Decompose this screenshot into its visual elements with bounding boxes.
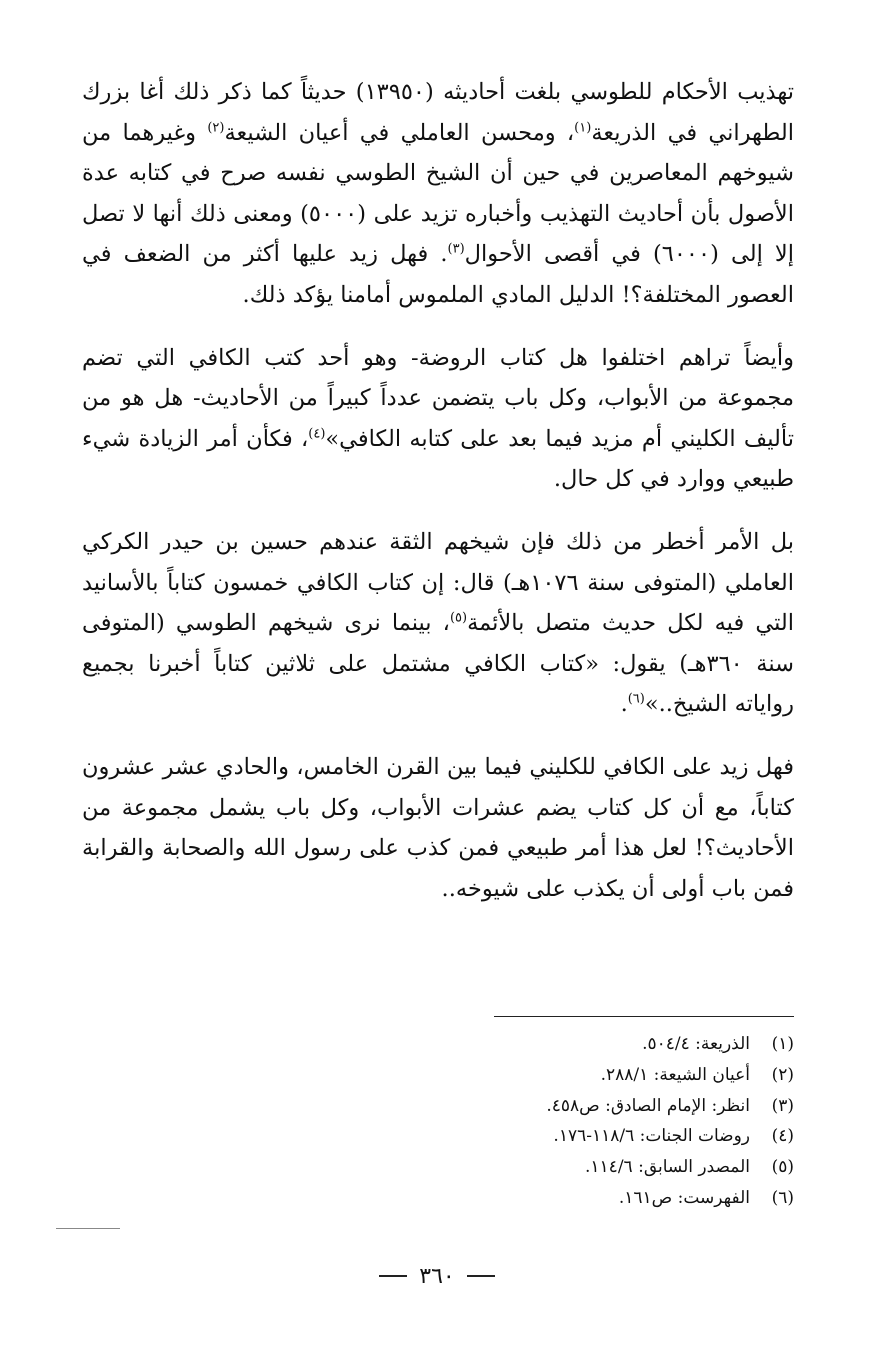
footnote-text: أعيان الشيعة: ٢٨٨/١. bbox=[600, 1064, 750, 1085]
paragraph-text: ، ومحسن العاملي في أعيان الشيعة bbox=[224, 119, 575, 146]
footnote-ref: (٦) bbox=[627, 691, 645, 707]
footnote-text: المصدر السابق: ١١٤/٦. bbox=[585, 1157, 750, 1178]
paragraph-text: وأيضاً تراهم اختلفوا هل كتاب الروضة- وهو أحد كتب الكافي التي تضم مجموعة من الأبواب، وكل باب يتضمن عدداً كبيراً من الأحاديث- هل هو من تأليف الكليني أم مزيد فيما بعد على كتابه الكافي» bbox=[82, 344, 794, 452]
footnote-ref: (١) bbox=[574, 120, 592, 136]
paragraph bbox=[82, 522, 794, 725]
footnote-ref: (٥) bbox=[449, 610, 468, 626]
paragraph bbox=[82, 338, 794, 500]
paragraph-text: ، بينما نرى شيخهم الطوسي (المتوفى سنة ٣٦٠هـ) يقول: «كتاب الكافي مشتمل على ثلاثين كتاباً أخبرنا بجميع رواياته الشيخ..» bbox=[82, 610, 794, 718]
footnote-item bbox=[82, 1029, 794, 1060]
footnote-text: روضات الجنات: ١١٨/٦-١٧٦. bbox=[553, 1126, 750, 1147]
footnote-number: (٦) bbox=[771, 1187, 794, 1208]
paragraph-text: ، فكأن أمر الزيادة شيء طبيعي ووارد في كل حال. bbox=[82, 425, 794, 493]
footnotes bbox=[82, 1016, 794, 1214]
main-text bbox=[82, 72, 794, 931]
paragraph bbox=[82, 72, 794, 316]
paragraph-text: تهذيب الأحكام للطوسي بلغت أحاديثه (١٣٩٥٠) حديثاً كما ذكر ذلك أغا بزرك الطهراني في الذريعة bbox=[82, 79, 794, 146]
paragraph-text: بل الأمر أخطر من ذلك فإن شيخهم الثقة عندهم حسين بن حيدر الكركي العاملي (المتوفى سنة ١٠٧٦هـ) قال: إن كتاب الكافي خمسون كتاباً بالأسانيد التي فيه لكل حديث متصل بالأئمة bbox=[82, 528, 794, 637]
paragraph bbox=[82, 747, 794, 909]
footnote-item bbox=[82, 1121, 794, 1152]
footnote-text: انظر: الإمام الصادق: ص٤٥٨. bbox=[546, 1095, 750, 1116]
footnote-text: الذريعة: ٥٠٤/٤. bbox=[642, 1034, 750, 1054]
margin-mark bbox=[56, 1228, 120, 1229]
footnote-ref: (٤) bbox=[308, 426, 326, 442]
paragraph-text: . فهل زيد عليها أكثر من الضعف في العصور المختلفة؟! الدليل المادي الملموس أمامنا يؤكد ذلك. bbox=[82, 241, 794, 308]
footnote-number: (٥) bbox=[771, 1157, 794, 1178]
footnote-divider bbox=[494, 1016, 794, 1017]
footnote-ref: (٢) bbox=[207, 120, 225, 136]
paragraph-text: فهل زيد على الكافي للكليني فيما بين القرن الخامس، والحادي عشر عشرون كتاباً، مع أن كل كتاب يضم عشرات الأبواب، وكل باب يشمل مجموعة من الأحاديث؟! لعل هذا أمر طبيعي فمن كذب على رسول الله والصحابة والقرابة فمن باب أولى أن يكذب على شيوخه.. bbox=[82, 753, 794, 902]
footnote-item bbox=[82, 1060, 794, 1091]
footnote-item bbox=[82, 1152, 794, 1183]
footnote-number: (٢) bbox=[771, 1064, 794, 1085]
page-number bbox=[0, 1258, 874, 1289]
page-number-dash bbox=[467, 1275, 495, 1277]
footnote-number: (٤) bbox=[771, 1126, 794, 1147]
footnote-ref: (٣) bbox=[447, 241, 465, 257]
footnote-number: (١) bbox=[771, 1034, 794, 1054]
footnote-number: (٣) bbox=[771, 1095, 794, 1116]
footnote-item bbox=[82, 1091, 794, 1122]
paragraph-text: وغيرهما من شيوخهم المعاصرين في حين أن الشيخ الطوسي نفسه صرح في كتابه عدة الأصول بأن أحاديث التهذيب وأخباره تزيد على (٥٠٠٠) ومعنى ذلك أنها لا تصل إلا إلى (٦٠٠٠) في أقصى الأحوال bbox=[82, 119, 795, 268]
page-number-dash bbox=[379, 1275, 407, 1277]
paragraph-text: . bbox=[620, 691, 628, 718]
footnote-text: الفهرست: ص١٦١. bbox=[618, 1187, 750, 1208]
footnote-item bbox=[82, 1183, 794, 1214]
page-number-value: ٣٦٠ bbox=[419, 1263, 455, 1289]
